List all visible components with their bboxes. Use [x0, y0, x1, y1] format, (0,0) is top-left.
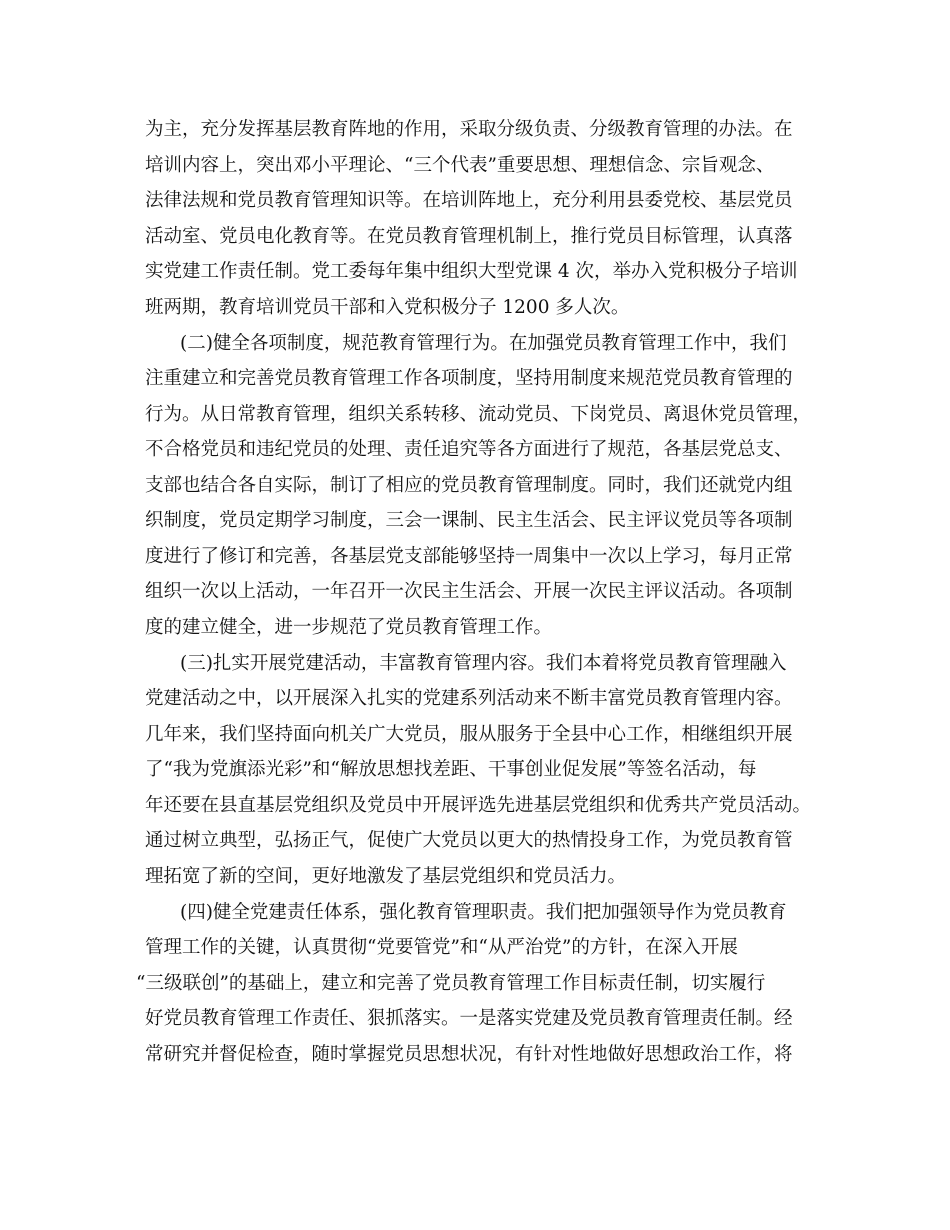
text-line: 织制度，党员定期学习制度，三会一课制、民主生活会、民主评议党员等各项制 — [145, 510, 793, 531]
text-line: 理拓宽了新的空间，更好地激发了基层党组织和党员活力。 — [145, 866, 627, 887]
text-line: 几年来，我们坚持面向机关广大党员，服从服务于全县中心工作，相继组织开展 — [145, 724, 793, 745]
text-line: “三级联创”的基础上，建立和完善了党员教育管理工作目标责任制，切实履行 — [136, 973, 766, 994]
text-line: 组织一次以上活动，一年召开一次民主生活会、开展一次民主评议活动。各项制 — [145, 581, 793, 602]
text-line: 培训内容上，突出邓小平理论、“三个代表”重要思想、理想信念、宗旨观念、 — [145, 155, 775, 176]
text-line: 通过树立典型，弘扬正气，促使广大党员以更大的热情投身工作，为党员教育管 — [145, 830, 793, 851]
text-line: 实党建工作责任制。党工委每年集中组织大型党课 4 次，举办入党积极分子培训 — [145, 261, 798, 282]
text-line: 常研究并督促检查，随时掌握党员思想状况，有针对性地做好思想政治工作，将 — [145, 1044, 793, 1065]
text-line: 年还要在县直基层党组织及党员中开展评选先进基层党组织和优秀共产党员活动。 — [145, 795, 812, 816]
text-line: 法律法规和党员教育管理知识等。在培训阵地上，充分利用县委党校、基层党员 — [145, 190, 793, 211]
text-line: 注重建立和完善党员教育管理工作各项制度，坚持用制度来规范党员教育管理的 — [145, 368, 793, 389]
text-line: 党建活动之中，以开展深入扎实的党建系列活动来不断丰富党员教育管理内容。 — [145, 688, 793, 709]
text-line: 不合格党员和违纪党员的处理、责任追究等各方面进行了规范，各基层党总支、 — [145, 439, 793, 460]
text-line: 度的建立健全，进一步规范了党员教育管理工作。 — [145, 617, 553, 638]
paragraph-heading-line: (三)扎实开展党建活动，丰富教育管理内容。我们本着将党员教育管理融入 — [180, 653, 787, 674]
text-line: 活动室、党员电化教育等。在党员教育管理机制上，推行党员目标管理，认真落 — [145, 226, 793, 247]
text-line: 行为。从日常教育管理，组织关系转移、流动党员、下岗党员、离退休党员管理， — [145, 404, 812, 425]
text-line: 管理工作的关键，认真贯彻“党要管党”和“从严治党”的方针，在深入开展 — [145, 937, 738, 958]
text-line: 支部也结合各自实际，制订了相应的党员教育管理制度。同时，我们还就党内组 — [145, 475, 793, 496]
paragraph-heading-line: (二)健全各项制度，规范教育管理行为。在加强党员教育管理工作中，我们 — [180, 333, 787, 354]
paragraph-heading-line: (四)健全党建责任体系，强化教育管理职责。我们把加强领导作为党员教育 — [180, 902, 787, 923]
text-line: 为主，充分发挥基层教育阵地的作用，采取分级负责、分级教育管理的办法。在 — [145, 119, 793, 140]
text-line: 度进行了修订和完善，各基层党支部能够坚持一周集中一次以上学习，每月正常 — [145, 546, 793, 567]
text-line: 好党员教育管理工作责任、狠抓落实。一是落实党建及党员教育管理责任制。经 — [145, 1008, 793, 1029]
text-line: 班两期，教育培训党员干部和入党积极分子 1200 多人次。 — [145, 297, 630, 318]
text-line: 了“我为党旗添光彩”和“解放思想找差距、干事创业促发展”等签名活动，每 — [145, 759, 757, 780]
